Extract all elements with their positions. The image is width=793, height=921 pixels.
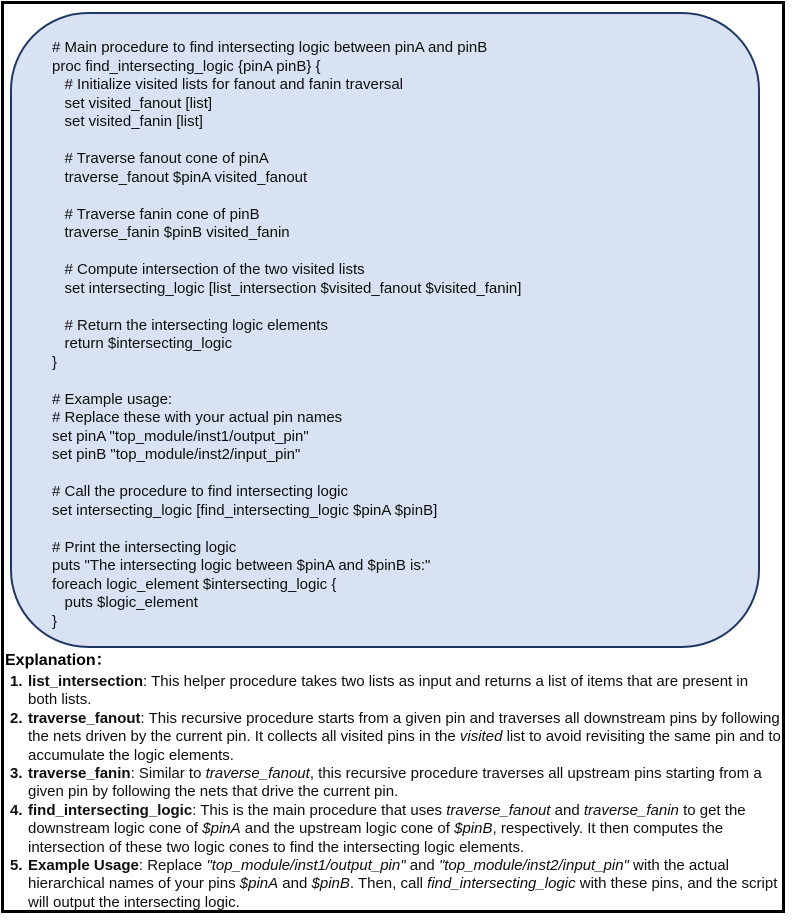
code-line xyxy=(52,187,740,206)
code-line: # Return the intersecting logic elements xyxy=(52,316,328,334)
item-text: list_intersection: This helper procedure takes two lists as input and returns a list of items that are present in both lists. xyxy=(28,673,749,709)
code-line: # Replace these with your actual pin names xyxy=(52,409,343,426)
explanation-section xyxy=(5,651,781,912)
item-number: 4. xyxy=(10,801,23,819)
outer-frame xyxy=(1,1,785,913)
code-line: } xyxy=(52,612,58,630)
code-line: set intersecting_logic [list_intersection $visited_fanout $visited_fanin] xyxy=(52,279,522,297)
code-line: set visited_fanout [list] xyxy=(52,94,213,112)
explanation-item xyxy=(5,802,781,857)
code-line xyxy=(52,132,740,151)
code-line: traverse_fanout $pinA visited_fanout xyxy=(52,168,308,186)
code-line: # Compute intersection of the two visited lists xyxy=(52,261,365,278)
code-line: puts $logic_element xyxy=(52,594,198,611)
explanation-heading: Explanation： xyxy=(5,652,112,669)
explanation-item xyxy=(5,857,781,912)
code-line: puts "The intersecting logic between $pinA and $pinB is:" xyxy=(52,557,431,574)
code-line: # Example usage: xyxy=(52,390,173,408)
item-text: Example Usage: Replace "top_module/inst1/output_pin" and "top_module/inst2/input_pin" with the actual hierarchical names of your pins $pinA and $pinB. Then, call find_intersecting_logic with these pins, and the script will output the intersecting logic. xyxy=(28,857,778,911)
item-number: 5. xyxy=(10,857,23,875)
code-line: set pinA "top_module/inst1/output_pin" xyxy=(52,427,309,445)
item-number: 1. xyxy=(10,673,23,690)
code-line: set intersecting_logic [find_intersecting_logic $pinA $pinB] xyxy=(52,501,438,519)
item-number: 2. xyxy=(10,709,23,727)
code-line: # Initialize visited lists for fanout and fanin traversal xyxy=(52,76,404,93)
item-number: 3. xyxy=(10,765,23,783)
code-line: # Main procedure to find intersecting logic between pinA and pinB xyxy=(52,39,488,56)
code-line: set visited_fanin [list] xyxy=(52,113,203,130)
code-line: # Print the intersecting logic xyxy=(52,538,237,556)
explanation-list xyxy=(5,673,781,912)
code-line: traverse_fanin $pinB visited_fanin xyxy=(52,224,290,241)
code-block xyxy=(52,39,740,631)
code-line: set pinB "top_module/inst2/input_pin" xyxy=(52,446,301,463)
code-panel xyxy=(10,12,760,648)
code-line: } xyxy=(52,353,58,371)
item-text: find_intersecting_logic: This is the main procedure that uses traverse_fanout and traverse_fanin to get the downstream logic cone of $pinA and the upstream logic cone of $pinB, respectively. It then computes the intersection of these two logic cones to find the intersecting logic elements. xyxy=(28,801,746,856)
explanation-item xyxy=(5,765,781,802)
code-line xyxy=(52,465,740,484)
explanation-item xyxy=(5,710,781,765)
code-line: # Call the procedure to find intersecting logic xyxy=(52,483,349,500)
code-line xyxy=(52,243,740,262)
code-line: # Traverse fanout cone of pinA xyxy=(52,150,269,167)
code-line: proc find_intersecting_logic {pinA pinB} { xyxy=(52,57,321,75)
code-line: foreach logic_element $intersecting_logic { xyxy=(52,575,337,593)
item-text: traverse_fanout: This recursive procedure starts from a given pin and traverses all downstream pins by following the nets driven by the current pin. It collects all visited pins in the visited list to avoid revisiting the same pin and to accumulate the logic elements. xyxy=(28,709,781,764)
code-line: # Traverse fanin cone of pinB xyxy=(52,205,260,223)
code-line: return $intersecting_logic xyxy=(52,335,233,352)
code-line xyxy=(52,372,740,391)
explanation-item xyxy=(5,673,781,710)
item-text: traverse_fanin: Similar to traverse_fanout, this recursive procedure traverses all upstream pins starting from a given pin by following the nets that drive the current pin. xyxy=(28,765,762,801)
code-line xyxy=(52,298,740,317)
code-line xyxy=(52,520,740,539)
